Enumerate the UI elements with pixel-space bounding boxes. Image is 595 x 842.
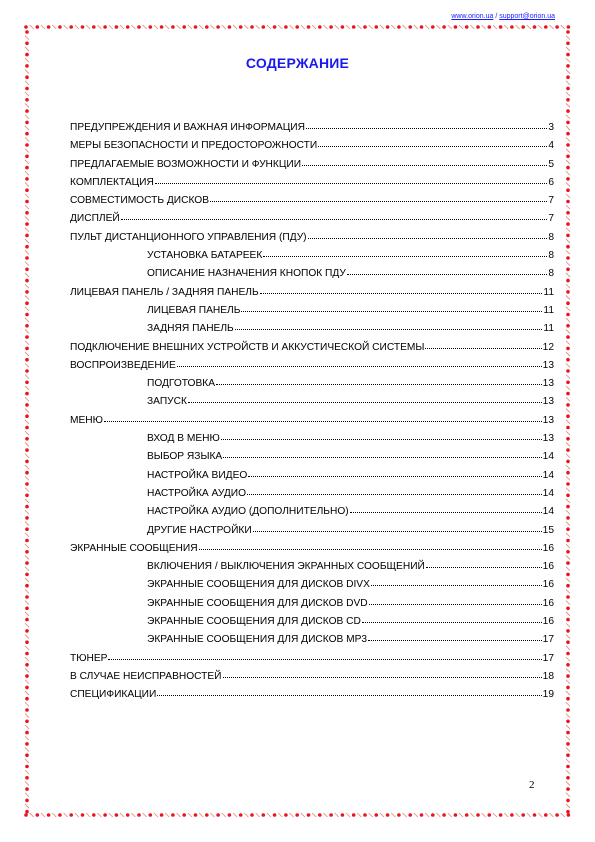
toc-dot-leader <box>221 430 542 440</box>
header-separator: / <box>493 13 500 20</box>
toc-entry-page: 13 <box>542 433 554 445</box>
toc-entry-page: 17 <box>542 652 554 664</box>
toc-entry-page: 7 <box>548 213 554 225</box>
toc-entry-page: 19 <box>542 689 554 701</box>
toc-entry-title: ВЫБОР ЯЗЫКА <box>147 451 223 463</box>
toc-dot-leader <box>347 265 547 275</box>
toc-entry-title: НАСТРОЙКА АУДИО <box>147 487 247 499</box>
toc-entry-page: 11 <box>543 323 554 335</box>
page-title: СОДЕРЖАНИЕ <box>245 55 350 71</box>
toc-dot-leader <box>108 650 541 660</box>
toc-entry[interactable] <box>70 157 554 175</box>
toc-dot-leader <box>241 302 542 312</box>
toc-entry-page: 13 <box>542 378 554 390</box>
toc-dot-leader <box>104 412 542 422</box>
toc-entry-title: ПРЕДЛАГАЕМЫЕ ВОЗМОЖНОСТИ И ФУНКЦИИ <box>70 158 302 170</box>
toc-entry-title: ЭКРАННЫЕ СООБЩЕНИЯ ДЛЯ ДИСКОВ DIVX <box>147 579 370 591</box>
toc-dot-leader <box>368 631 542 641</box>
toc-entry[interactable] <box>70 175 554 193</box>
toc-entry[interactable] <box>70 266 554 284</box>
toc-entry[interactable] <box>70 559 554 577</box>
toc-entry-title: МЕРЫ БЕЗОПАСНОСТИ И ПРЕДОСТОРОЖНОСТИ <box>70 140 318 152</box>
toc-entry[interactable] <box>70 632 554 650</box>
toc-entry-page: 15 <box>542 524 554 536</box>
toc-dot-leader <box>350 503 542 513</box>
toc-entry-title: ВХОД В МЕНЮ <box>147 433 220 445</box>
toc-entry-page: 12 <box>542 341 554 353</box>
toc-entry-title: ДИСПЛЕЙ <box>70 213 120 225</box>
toc-entry-page: 3 <box>548 122 554 133</box>
toc-entry[interactable] <box>70 614 554 632</box>
toc-dot-leader <box>199 540 542 550</box>
toc-entry-title: ЭКРАННЫЕ СООБЩЕНИЯ <box>70 542 198 554</box>
toc-dot-leader <box>369 595 542 605</box>
toc-entry[interactable] <box>70 285 554 303</box>
toc-dot-leader <box>121 210 548 220</box>
toc-entry-page: 14 <box>542 451 554 463</box>
toc-entry-title: ЛИЦЕВАЯ ПАНЕЛЬ <box>147 304 241 316</box>
dotted-border-bottom <box>22 810 574 820</box>
header-links <box>451 13 555 20</box>
toc-entry-title: ПУЛЬТ ДИСТАНЦИОННОГО УПРАВЛЕНИЯ (ПДУ) <box>70 231 307 243</box>
toc-dot-leader <box>253 522 542 532</box>
toc-dot-leader <box>216 375 542 385</box>
toc-entry-page: 17 <box>542 634 554 646</box>
toc-dot-leader <box>306 119 547 129</box>
toc-entry[interactable] <box>70 193 554 211</box>
toc-entry-page: 8 <box>548 250 554 262</box>
toc-entry[interactable] <box>70 211 554 229</box>
toc-dot-leader <box>177 357 542 367</box>
toc-dot-leader <box>263 247 547 257</box>
toc-entry[interactable] <box>70 394 554 412</box>
toc-entry-title: ЭКРАННЫЕ СООБЩЕНИЯ ДЛЯ ДИСКОВ MP3 <box>147 634 368 646</box>
toc-entry[interactable] <box>70 523 554 541</box>
table-of-contents <box>70 120 554 706</box>
toc-entry-title: ВКЛЮЧЕНИЯ / ВЫКЛЮЧЕНИЯ ЭКРАННЫХ СООБЩЕНИЙ <box>147 561 425 573</box>
toc-entry[interactable] <box>70 340 554 358</box>
toc-dot-leader <box>425 339 541 349</box>
toc-entry[interactable] <box>70 321 554 339</box>
toc-dot-leader <box>302 156 547 166</box>
toc-entry[interactable] <box>70 413 554 431</box>
toc-entry-title: ЭКРАННЫЕ СООБЩЕНИЯ ДЛЯ ДИСКОВ CD <box>147 616 361 628</box>
toc-dot-leader <box>362 613 542 623</box>
toc-entry-title: СОВМЕСТИМОСТЬ ДИСКОВ <box>70 195 209 207</box>
toc-entry-page: 14 <box>542 469 554 481</box>
toc-entry[interactable] <box>70 248 554 266</box>
toc-entry-page: 14 <box>542 487 554 499</box>
toc-entry-title: ПРЕДУПРЕЖДЕНИЯ И ВАЖНАЯ ИНФОРМАЦИЯ <box>70 122 305 133</box>
toc-entry-page: 7 <box>548 195 554 207</box>
toc-entry-title: УСТАНОВКА БАТАРЕЕК <box>147 250 263 262</box>
dotted-border-right <box>563 28 573 814</box>
toc-entry[interactable] <box>70 431 554 449</box>
toc-entry[interactable] <box>70 303 554 321</box>
toc-entry-title: ВОСПРОИЗВЕДЕНИЕ <box>70 359 176 371</box>
toc-entry[interactable] <box>70 651 554 669</box>
toc-entry[interactable] <box>70 358 554 376</box>
toc-dot-leader <box>188 393 542 403</box>
toc-entry-title: СПЕЦИФИКАЦИИ <box>70 689 157 701</box>
toc-entry-page: 8 <box>548 231 554 243</box>
dotted-border-top <box>22 22 574 32</box>
toc-entry-page: 16 <box>542 561 554 573</box>
toc-entry-page: 16 <box>542 616 554 628</box>
toc-entry[interactable] <box>70 138 554 156</box>
toc-entry-page: 13 <box>542 396 554 408</box>
toc-entry-title: НАСТРОЙКА ВИДЕО <box>147 469 248 481</box>
toc-entry-title: ПОДКЛЮЧЕНИЕ ВНЕШНИХ УСТРОЙСТВ И АККУСТИЧЕСКОЙ СИСТЕМЫ <box>70 341 425 353</box>
toc-entry-title: ЗАДНЯЯ ПАНЕЛЬ <box>147 323 234 335</box>
toc-entry[interactable] <box>70 376 554 394</box>
toc-dot-leader <box>157 686 541 696</box>
toc-entry-title: КОМПЛЕКТАЦИЯ <box>70 176 154 188</box>
toc-entry-page: 6 <box>548 176 554 188</box>
toc-entry-title: ОПИСАНИЕ НАЗНАЧЕНИЯ КНОПОК ПДУ <box>147 268 346 280</box>
toc-entry-title: ТЮНЕР <box>70 652 108 664</box>
toc-entry[interactable] <box>70 669 554 687</box>
toc-dot-leader <box>318 137 547 147</box>
toc-dot-leader <box>308 229 548 239</box>
toc-dot-leader <box>426 558 542 568</box>
toc-dot-leader <box>260 284 543 294</box>
support-email-link[interactable]: support@orion.ua <box>499 13 555 20</box>
toc-entry-page: 5 <box>548 158 554 170</box>
toc-entry-title: МЕНЮ <box>70 414 103 426</box>
toc-dot-leader <box>371 576 542 586</box>
dotted-border-left <box>22 28 32 814</box>
toc-entry[interactable] <box>70 230 554 248</box>
toc-dot-leader <box>210 192 547 202</box>
toc-dot-leader <box>155 174 547 184</box>
toc-entry[interactable] <box>70 120 554 138</box>
toc-entry[interactable] <box>70 449 554 467</box>
toc-entry[interactable] <box>70 577 554 595</box>
page-number: 2 <box>529 779 535 791</box>
toc-entry-page: 16 <box>542 579 554 591</box>
toc-dot-leader <box>247 485 542 495</box>
toc-dot-leader <box>223 448 541 458</box>
toc-entry-title: ПОДГОТОВКА <box>147 378 216 390</box>
toc-entry[interactable] <box>70 596 554 614</box>
toc-entry[interactable] <box>70 486 554 504</box>
toc-dot-leader <box>235 320 543 330</box>
toc-entry-page: 11 <box>543 286 554 298</box>
toc-entry-page: 8 <box>548 268 554 280</box>
toc-entry-title: В СЛУЧАЕ НЕИСПРАВНОСТЕЙ <box>70 670 222 682</box>
toc-entry-page: 13 <box>542 414 554 426</box>
toc-entry-page: 18 <box>542 670 554 682</box>
toc-dot-leader <box>248 467 541 477</box>
toc-entry[interactable] <box>70 504 554 522</box>
toc-entry-title: ДРУГИЕ НАСТРОЙКИ <box>147 524 252 536</box>
toc-entry-title: НАСТРОЙКА АУДИО (ДОПОЛНИТЕЛЬНО) <box>147 506 349 518</box>
website-link[interactable]: www.orion.ua <box>451 13 494 20</box>
toc-entry-page: 16 <box>542 597 554 609</box>
toc-entry[interactable] <box>70 468 554 486</box>
toc-entry-title: ЭКРАННЫЕ СООБЩЕНИЯ ДЛЯ ДИСКОВ DVD <box>147 597 368 609</box>
toc-entry-page: 4 <box>548 140 554 152</box>
toc-entry-title: ЛИЦЕВАЯ ПАНЕЛЬ / ЗАДНЯЯ ПАНЕЛЬ <box>70 286 259 298</box>
toc-entry[interactable] <box>70 541 554 559</box>
toc-entry-page: 16 <box>542 542 554 554</box>
toc-entry[interactable] <box>70 687 554 705</box>
toc-entry-page: 13 <box>542 359 554 371</box>
toc-dot-leader <box>223 668 542 678</box>
toc-entry-page: 11 <box>543 304 554 316</box>
toc-entry-page: 14 <box>542 506 554 518</box>
toc-entry-title: ЗАПУСК <box>147 396 187 408</box>
